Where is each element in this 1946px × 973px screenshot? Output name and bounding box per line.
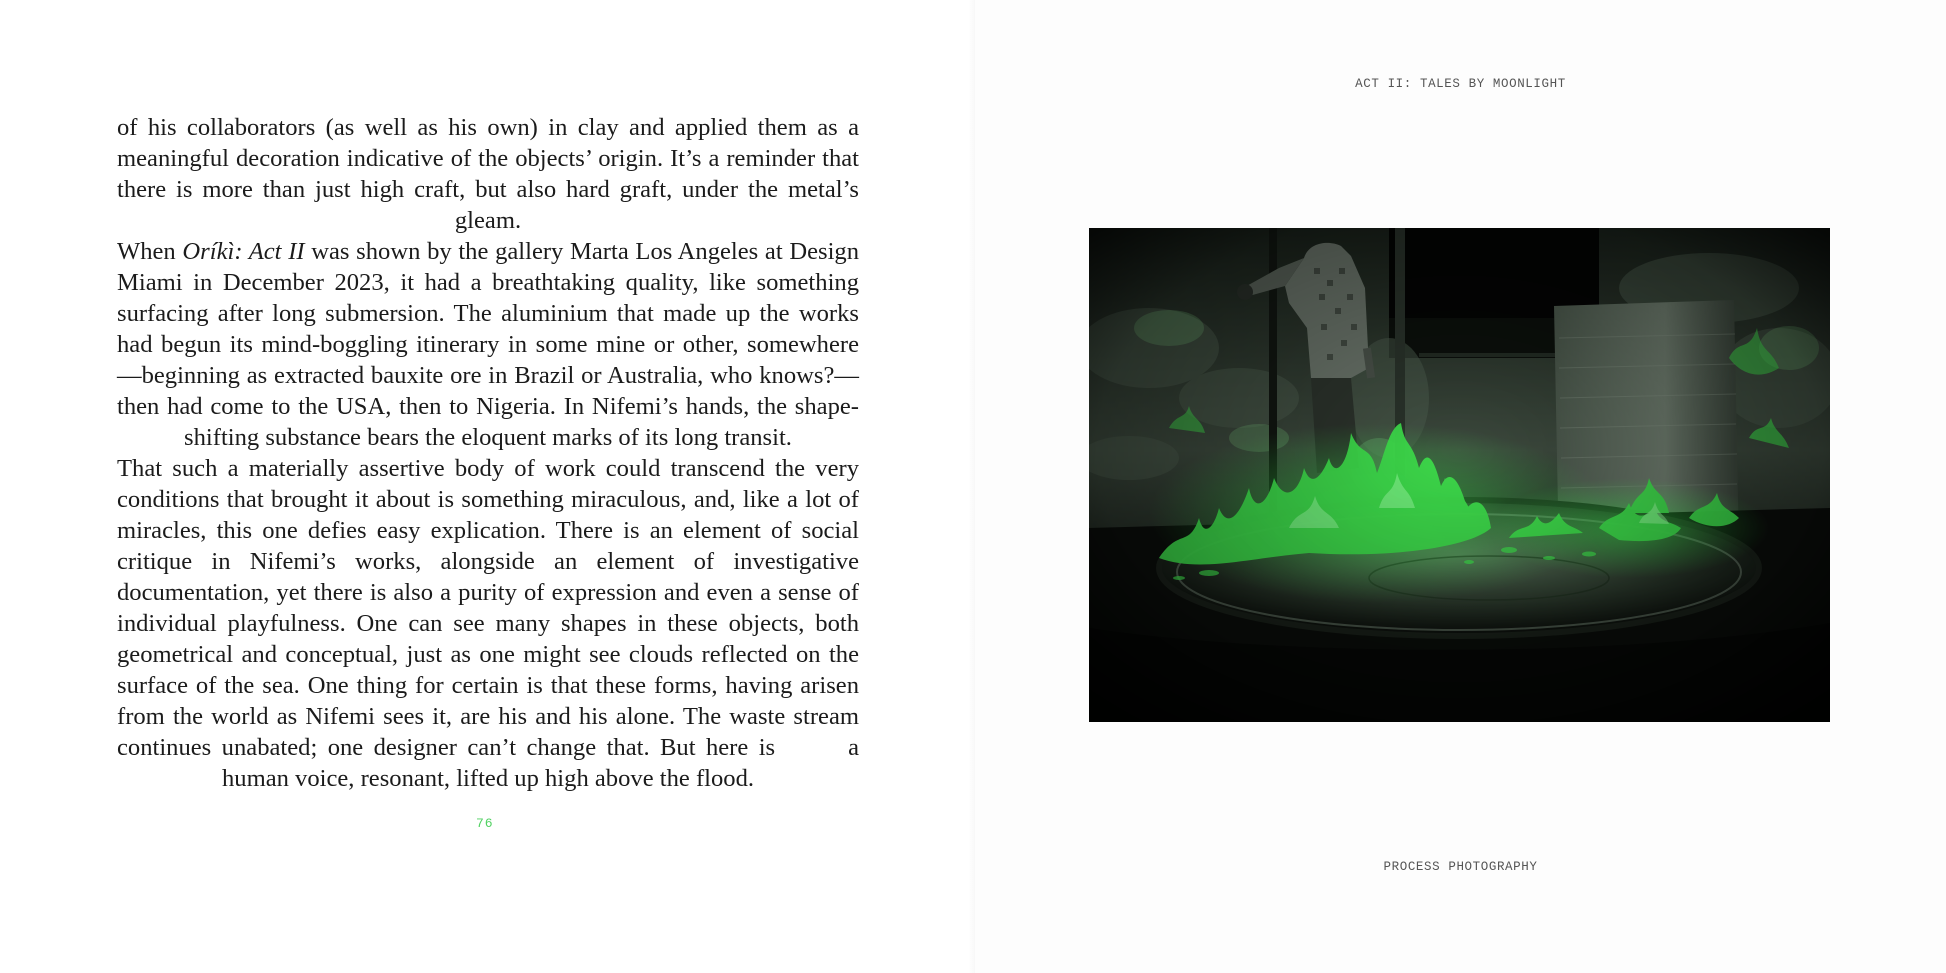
paragraph-2-rest: was shown by the gallery Marta Los Angeles at Design Miami in December 2023, it had a breathtaking quality, like something surfacing after long submersion. The aluminium that made up the works had begun its mind-boggling itinerary in some mine or other, somewhere—beginning as extracted bauxite ore in Brazil or Australia, who knows?—then had come to the USA, then to Nigeria. In Nifemi’s hands, the shape-shifting substance bears the eloquent marks of its long transit. (117, 238, 859, 451)
running-head: ACT II: TALES BY MOONLIGHT (1355, 77, 1566, 91)
right-page (975, 0, 1946, 973)
photo-caption: PROCESS PHOTOGRAPHY (1383, 860, 1538, 874)
exhibition-title: Oríkì: Act II (182, 238, 305, 265)
paragraph-1: of his collaborators (as well as his own) in clay and applied them as a meaningful decoration indicative of the objects’ origin. It’s a reminder that there is more than just high craft, but also hard graft, under the metal’s gleam. (117, 114, 859, 234)
body-text (117, 112, 866, 794)
paragraph-3: That such a materially assertive body of work could transcend the very conditions that brought it about is something miraculous, and, like a lot of miracles, this one defies easy explication. There is an element of social critique in Nifemi’s works, alongside an element of investigative documentation, yet there is also a purity of expression and even a sense of individual playfulness. One can see many shapes in these objects, both geometrical and conceptual, just as one might see clouds reflected on the surface of the sea. One thing for certain is that these forms, having arisen from the world as Nifemi sees it, are his and his alone. The waste stream continues unabated; one designer can’t change that. But here is a human voice, resonant, lifted up high above the flood. (117, 455, 866, 792)
process-photo (1089, 228, 1830, 722)
paragraph-2-start: When (117, 238, 183, 265)
page-number: 76 (476, 816, 494, 831)
process-photo-image (1089, 228, 1830, 722)
paragraph-2 (117, 236, 859, 453)
